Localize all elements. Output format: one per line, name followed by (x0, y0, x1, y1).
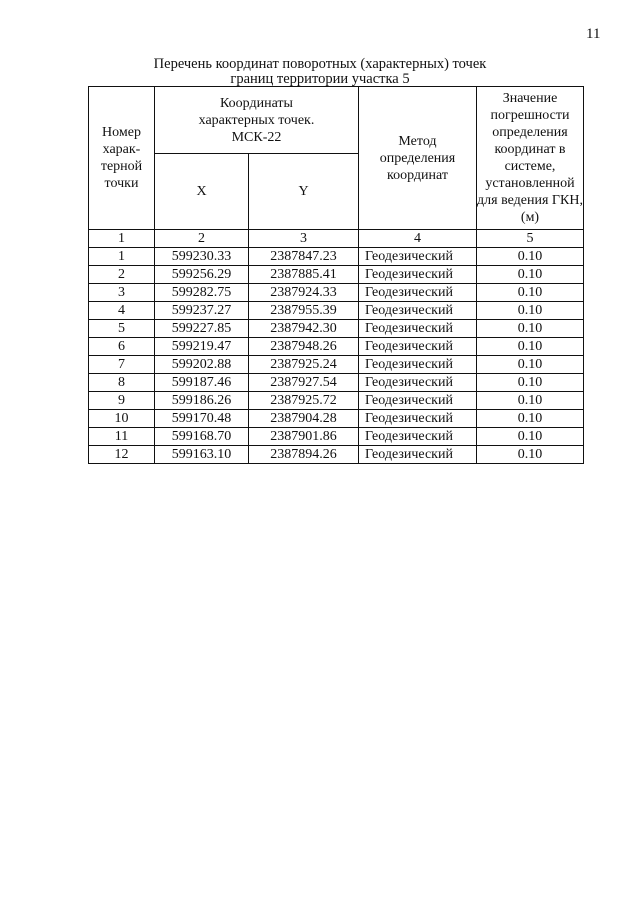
error-cell: 0.10 (477, 338, 584, 356)
y-coordinate-cell: 2387924.33 (249, 284, 359, 302)
x-coordinate-cell: 599227.85 (155, 320, 249, 338)
error-cell: 0.10 (477, 248, 584, 266)
method-cell: Геодезический (359, 338, 477, 356)
x-coordinate-cell: 599187.46 (155, 374, 249, 392)
table-row (89, 302, 584, 320)
y-coordinate-cell: 2387942.30 (249, 320, 359, 338)
column-number: 3 (249, 230, 359, 248)
x-coordinate-cell: 599219.47 (155, 338, 249, 356)
table-row (89, 374, 584, 392)
method-cell: Геодезический (359, 266, 477, 284)
point-number-cell: 8 (89, 374, 155, 392)
point-number-cell: 9 (89, 392, 155, 410)
x-coordinate-cell: 599256.29 (155, 266, 249, 284)
x-coordinate-cell: 599163.10 (155, 446, 249, 464)
method-cell: Геодезический (359, 446, 477, 464)
title-line-2: границ территории участка 5 (230, 71, 410, 87)
header-x: X (155, 154, 249, 230)
header-method: Метод определения координат (359, 87, 477, 230)
y-coordinate-cell: 2387955.39 (249, 302, 359, 320)
y-coordinate-cell: 2387904.28 (249, 410, 359, 428)
y-coordinate-cell: 2387927.54 (249, 374, 359, 392)
y-coordinate-cell: 2387901.86 (249, 428, 359, 446)
table-row (89, 410, 584, 428)
error-cell: 0.10 (477, 428, 584, 446)
column-numbers-row (89, 230, 584, 248)
table-row (89, 338, 584, 356)
y-coordinate-cell: 2387948.26 (249, 338, 359, 356)
point-number-cell: 10 (89, 410, 155, 428)
method-cell: Геодезический (359, 248, 477, 266)
point-number-cell: 12 (89, 446, 155, 464)
x-coordinate-cell: 599168.70 (155, 428, 249, 446)
y-coordinate-cell: 2387847.23 (249, 248, 359, 266)
table-row (89, 446, 584, 464)
method-cell: Геодезический (359, 428, 477, 446)
column-number: 5 (477, 230, 584, 248)
y-coordinate-cell: 2387885.41 (249, 266, 359, 284)
method-cell: Геодезический (359, 392, 477, 410)
method-cell: Геодезический (359, 410, 477, 428)
table-row (89, 266, 584, 284)
table-row (89, 248, 584, 266)
method-cell: Геодезический (359, 356, 477, 374)
method-cell: Геодезический (359, 302, 477, 320)
error-cell: 0.10 (477, 356, 584, 374)
document-title (0, 57, 640, 87)
table-row (89, 284, 584, 302)
point-number-cell: 3 (89, 284, 155, 302)
point-number-cell: 11 (89, 428, 155, 446)
y-coordinate-cell: 2387925.72 (249, 392, 359, 410)
header-error: Значение погрешности определения координат в системе, установленной для ведения ГКН, (м) (477, 87, 584, 230)
header-point-number: Номер харак- терной точки (89, 87, 155, 230)
error-cell: 0.10 (477, 392, 584, 410)
error-cell: 0.10 (477, 410, 584, 428)
column-number: 2 (155, 230, 249, 248)
page-number: 11 (586, 26, 601, 42)
y-coordinate-cell: 2387894.26 (249, 446, 359, 464)
method-cell: Геодезический (359, 374, 477, 392)
header-y: Y (249, 154, 359, 230)
y-coordinate-cell: 2387925.24 (249, 356, 359, 374)
x-coordinate-cell: 599282.75 (155, 284, 249, 302)
method-cell: Геодезический (359, 320, 477, 338)
coordinates-table (88, 86, 584, 464)
method-cell: Геодезический (359, 284, 477, 302)
point-number-cell: 6 (89, 338, 155, 356)
point-number-cell: 7 (89, 356, 155, 374)
table-row (89, 356, 584, 374)
table-row (89, 392, 584, 410)
error-cell: 0.10 (477, 374, 584, 392)
column-number: 1 (89, 230, 155, 248)
error-cell: 0.10 (477, 302, 584, 320)
point-number-cell: 2 (89, 266, 155, 284)
point-number-cell: 4 (89, 302, 155, 320)
header-coordinates: Координаты характерных точек. МСК-22 (155, 87, 359, 154)
x-coordinate-cell: 599230.33 (155, 248, 249, 266)
point-number-cell: 5 (89, 320, 155, 338)
point-number-cell: 1 (89, 248, 155, 266)
column-number: 4 (359, 230, 477, 248)
error-cell: 0.10 (477, 284, 584, 302)
table-row (89, 428, 584, 446)
x-coordinate-cell: 599202.88 (155, 356, 249, 374)
error-cell: 0.10 (477, 446, 584, 464)
error-cell: 0.10 (477, 320, 584, 338)
x-coordinate-cell: 599237.27 (155, 302, 249, 320)
table-row (89, 320, 584, 338)
x-coordinate-cell: 599186.26 (155, 392, 249, 410)
table-body (89, 248, 584, 464)
x-coordinate-cell: 599170.48 (155, 410, 249, 428)
title-line-1: Перечень координат поворотных (характерных) точек (153, 56, 487, 72)
error-cell: 0.10 (477, 266, 584, 284)
